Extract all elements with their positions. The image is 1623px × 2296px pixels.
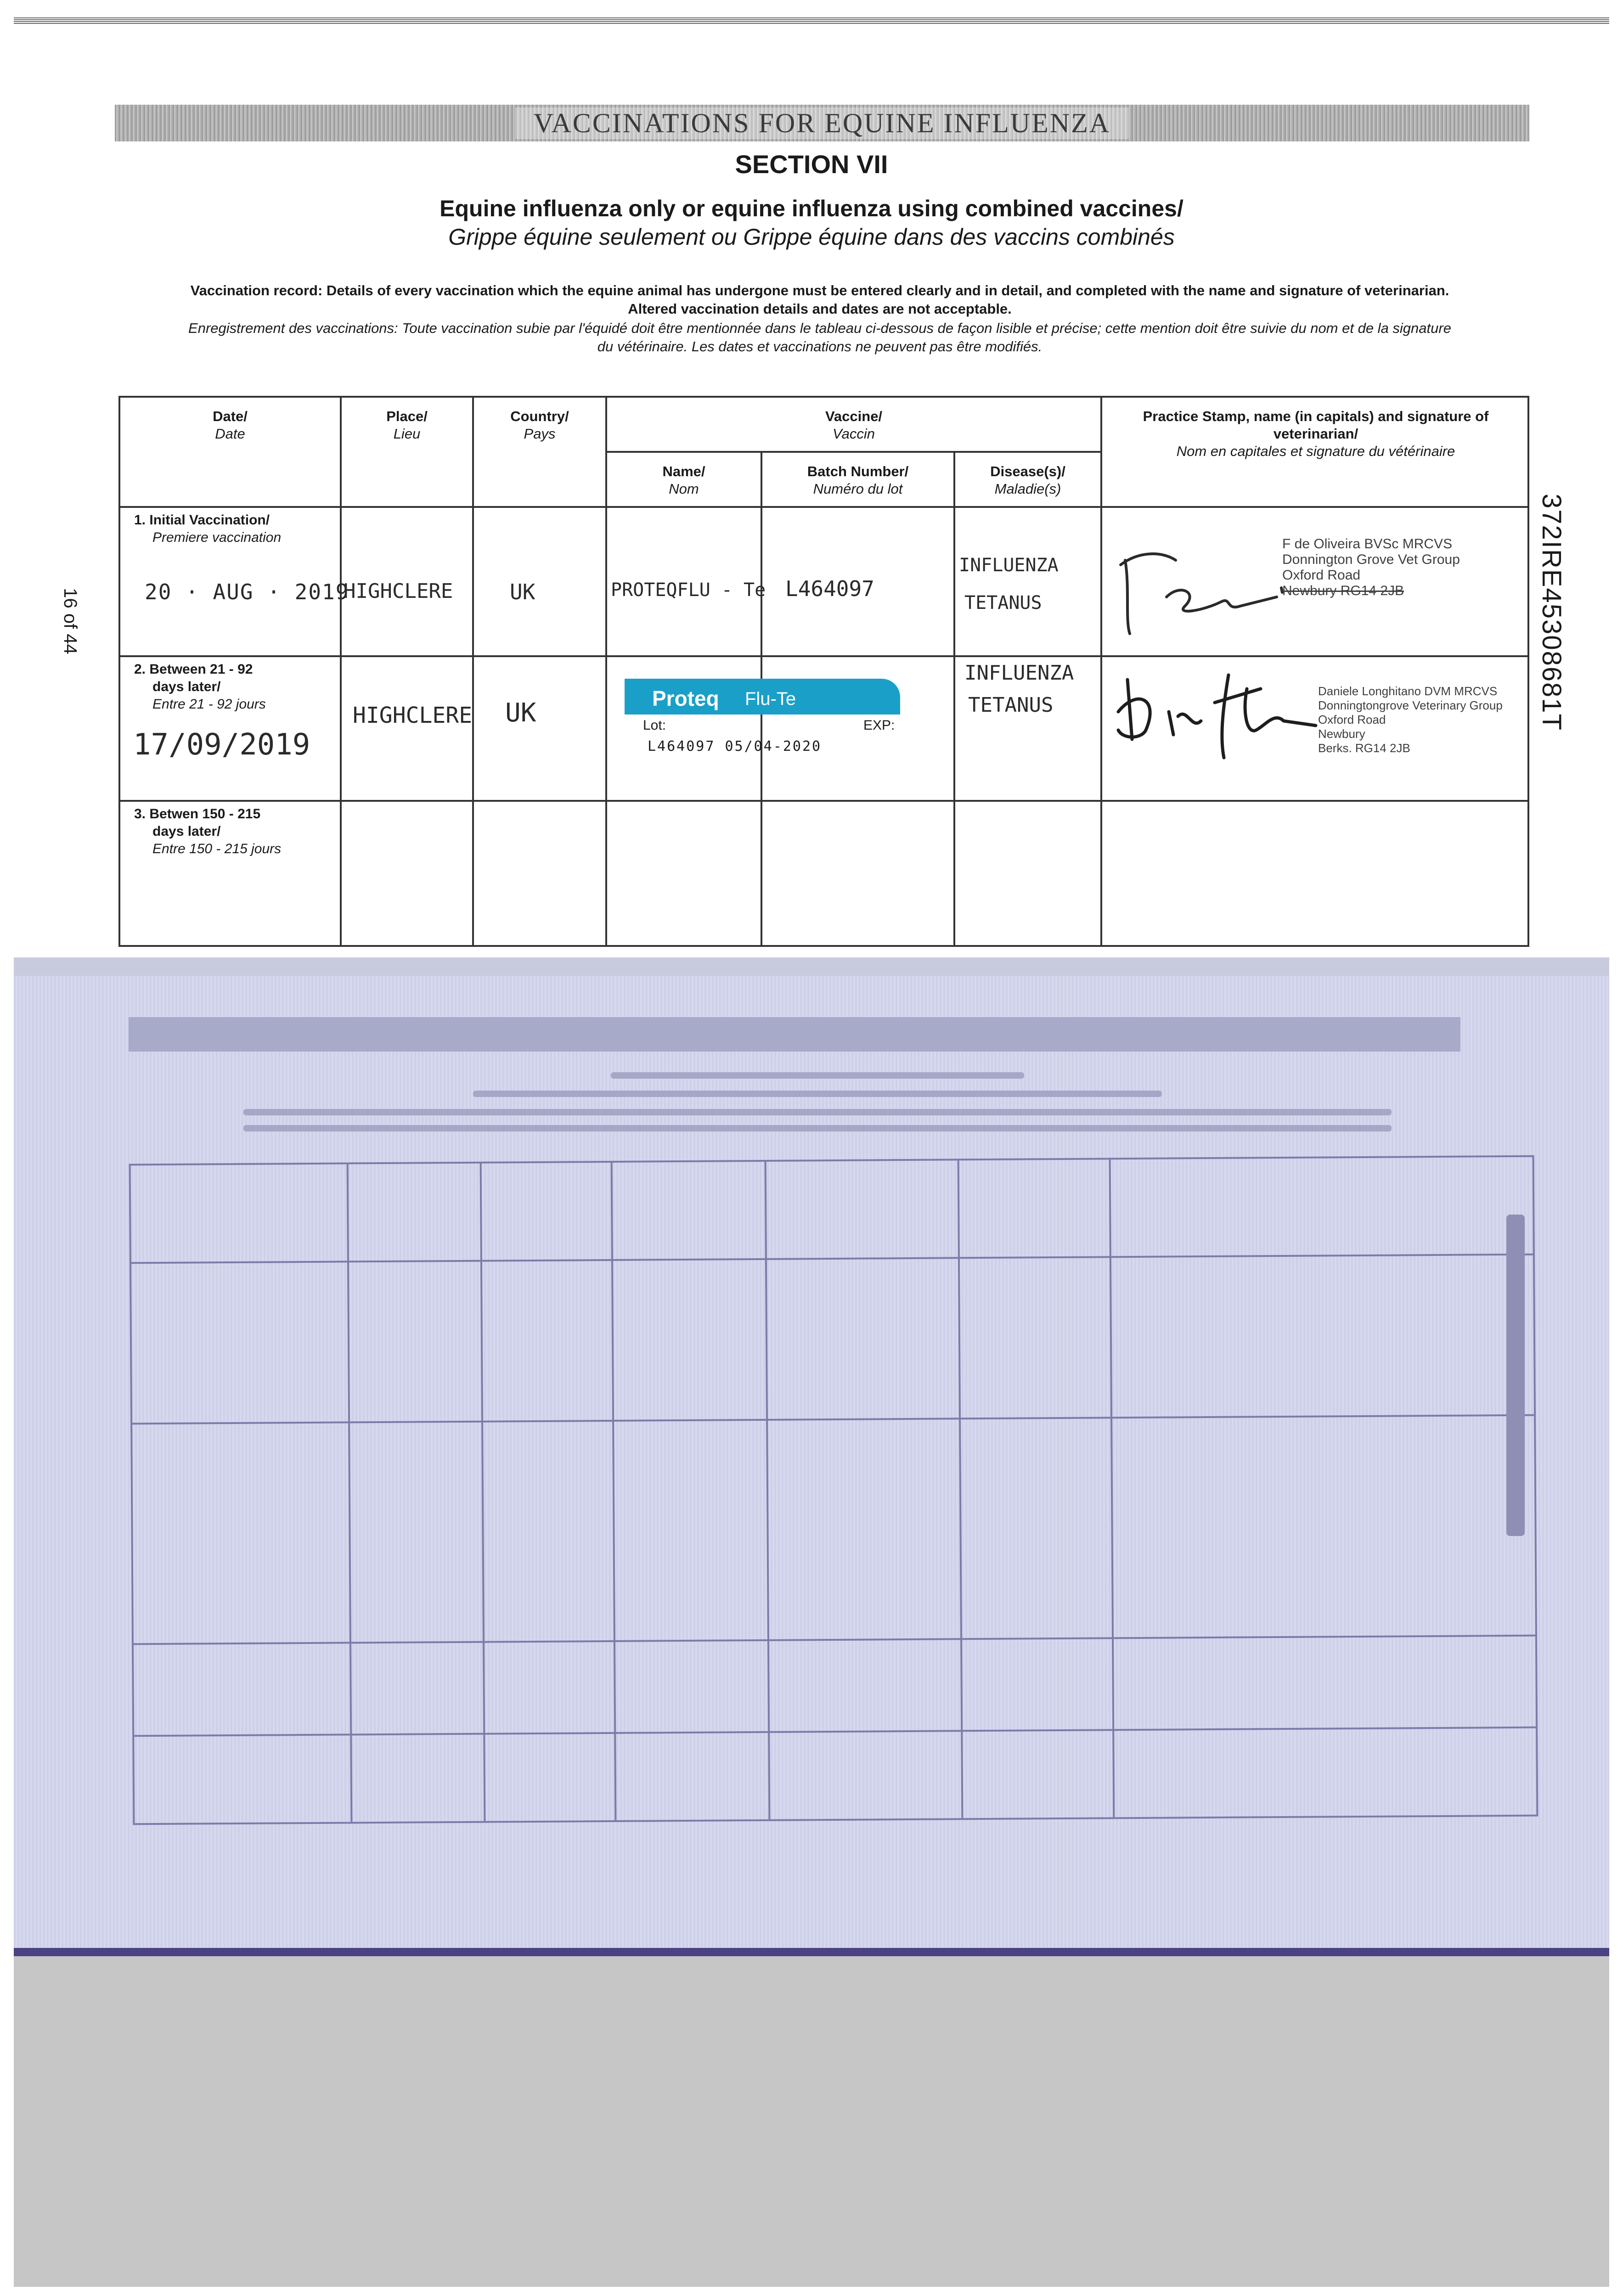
row-3-disease-cell — [955, 802, 1102, 945]
record-fr-line-2: du vétérinaire. Les dates et vaccinations ne peuvent pas être modifiés. — [597, 338, 1043, 355]
lower-col-line — [347, 1164, 353, 1822]
row-2-stamp-line-5: Berks. RG14 2JB — [1318, 741, 1410, 755]
row-1-vet-signature — [1111, 533, 1304, 643]
lower-passport-number-blur — [1497, 1215, 1534, 1536]
header-stamp-en-2: veterinarian/ — [1273, 426, 1358, 442]
record-en-line-2: Altered vaccination details and dates are not acceptable. — [628, 301, 1012, 317]
scanner-background — [14, 1956, 1609, 2287]
lower-number-blur — [1506, 1215, 1525, 1536]
row-2-label: 2. Between 21 - 92 — [134, 662, 253, 677]
vaccine-lot-exp-values: L464097 05/04-2020 — [648, 738, 822, 754]
row-2-disease-2-handwritten: TETANUS — [968, 693, 1054, 717]
row-1-disease-1-handwritten: INFLUENZA — [959, 555, 1059, 576]
lower-row-line — [132, 1414, 1534, 1425]
vaccine-lot-label: Lot: — [643, 718, 666, 733]
page-number: 16 of 44 — [60, 588, 80, 654]
header-place-fr: Lieu — [393, 426, 421, 442]
header-date-en: Date/ — [213, 408, 248, 424]
row-1-country-cell — [474, 508, 607, 657]
header-place — [342, 398, 474, 508]
record-instructions-french — [106, 319, 1534, 356]
row-3-label-fr: Entre 150 - 215 jours — [152, 841, 282, 856]
lower-text-blur — [611, 1072, 1024, 1079]
header-name-fr: Nom — [669, 481, 699, 497]
row-1-disease-2-handwritten: TETANUS — [964, 592, 1042, 613]
lower-row-line — [134, 1727, 1536, 1737]
row-2-country-cell — [474, 657, 607, 802]
row-1-stamp-line-4: Newbury RG14 2JB — [1282, 583, 1404, 598]
lower-col-line — [480, 1164, 486, 1821]
header-date-fr: Date — [215, 426, 245, 442]
record-instructions-english — [106, 281, 1534, 318]
header-vaccine-fr: Vaccin — [833, 426, 875, 442]
row-2-place-cell — [342, 657, 474, 802]
header-batch-en: Batch Number/ — [807, 463, 909, 479]
header-place-en: Place/ — [386, 408, 428, 424]
lower-text-blur — [243, 1109, 1392, 1115]
row-3-batch-cell — [762, 802, 955, 945]
row-2-label-fr: Entre 21 - 92 jours — [152, 697, 266, 712]
lower-row-line — [131, 1254, 1533, 1264]
header-stamp-en-1: Practice Stamp, name (in capitals) and signature of — [1143, 408, 1489, 424]
row-1-batch-handwritten: L464097 — [785, 576, 874, 601]
lower-page-banner-blur — [129, 1017, 1460, 1052]
header-country-en: Country/ — [510, 408, 569, 424]
lower-page-table — [129, 1155, 1538, 1825]
row-3-date-cell — [120, 802, 342, 945]
row-1-date-handwritten: 20 · AUG · 2019 — [145, 580, 349, 604]
lower-text-blur — [473, 1091, 1162, 1097]
row-1-stamp-line-2: Donnington Grove Vet Group — [1282, 552, 1460, 567]
row-2-disease-1-handwritten: INFLUENZA — [964, 661, 1074, 685]
vaccine-exp-label: EXP: — [863, 718, 895, 733]
section-title: SECTION VII — [735, 150, 888, 179]
row-3-label: 3. Betwen 150 - 215 — [134, 806, 261, 822]
header-practice-stamp — [1102, 398, 1529, 508]
record-fr-line-1: Enregistrement des vaccinations: Toute vaccination subie par l'équidé doit être mentionnée dans le tableau ci-dessous de façon lisible et précise; cette mention doit être suivie du nom et de la signature — [188, 320, 1451, 336]
header-vaccine — [607, 398, 1102, 453]
header-country — [474, 398, 607, 508]
vaccine-brand: Proteq — [652, 687, 719, 710]
row-3-vaccine-cell — [607, 802, 762, 945]
lower-row-line — [134, 1635, 1535, 1645]
header-country-fr: Pays — [524, 426, 556, 442]
heading-french: Grippe équine seulement ou Grippe équine dans des vaccins combinés — [448, 224, 1175, 250]
record-en-line-1: Vaccination record: Details of every vaccination which the equine animal has undergone must be entered clearly and in detail, and completed with the name and signature of veterinarian. — [190, 282, 1449, 298]
vaccine-sticker — [625, 679, 900, 761]
lower-col-line — [1109, 1159, 1115, 1817]
row-2-stamp-line-1: Daniele Longhitano DVM MRCVS — [1318, 684, 1498, 698]
row-1-vaccine-handwritten: PROTEQFLU - Te — [611, 580, 766, 601]
next-page-blurred — [14, 957, 1609, 1956]
vaccine-product: Flu-Te — [745, 689, 796, 709]
row-1-label-fr: Premiere vaccination — [152, 530, 282, 545]
lower-page-top-strip — [14, 957, 1609, 976]
lower-text-blur — [243, 1125, 1392, 1131]
row-1-stamp-line-3: Oxford Road — [1282, 568, 1361, 583]
row-2-vet-signature — [1109, 661, 1325, 767]
row-3-label-2: days later/ — [152, 824, 221, 839]
header-batch-number — [762, 453, 955, 508]
header-stamp-fr: Nom en capitales et signature du vétérinaire — [1176, 443, 1455, 459]
lower-col-line — [765, 1162, 771, 1819]
header-diseases — [955, 453, 1102, 508]
row-1-label: 1. Initial Vaccination/ — [134, 512, 270, 528]
row-1-stamp-line-1: F de Oliveira BVSc MRCVS — [1282, 536, 1453, 551]
passport-number: 372IRE45308681T — [1536, 494, 1567, 731]
row-3-country-cell — [474, 802, 607, 945]
row-1-disease-cell — [955, 508, 1102, 657]
heading-english: Equine influenza only or equine influenza using combined vaccines/ — [440, 196, 1183, 221]
row-2-date-handwritten: 17/09/2019 — [133, 728, 310, 762]
row-2-practice-stamp — [1318, 684, 1503, 755]
row-2-place-handwritten: HIGHCLERE — [353, 703, 473, 728]
row-2-country-handwritten: UK — [505, 698, 536, 728]
row-3-stamp-cell — [1102, 802, 1529, 945]
row-1-country-handwritten: UK — [510, 580, 535, 604]
row-1-practice-stamp — [1282, 536, 1460, 599]
row-2-stamp-line-3: Oxford Road — [1318, 713, 1386, 726]
passport-page-16 — [0, 0, 1623, 964]
row-2-stamp-line-4: Newbury — [1318, 727, 1365, 741]
row-1-place-handwritten: HIGHCLERE — [344, 580, 453, 603]
row-2-stamp-line-2: Donningtongrove Veterinary Group — [1318, 698, 1503, 712]
row-3-place-cell — [342, 802, 474, 945]
header-vaccine-name — [607, 453, 762, 508]
header-disease-en: Disease(s)/ — [990, 463, 1065, 479]
header-disease-fr: Maladie(s) — [994, 481, 1061, 497]
header-batch-fr: Numéro du lot — [813, 481, 903, 497]
lower-col-line — [611, 1163, 617, 1820]
header-vaccine-en: Vaccine/ — [825, 408, 883, 424]
banner-title: VACCINATIONS FOR EQUINE INFLUENZA — [515, 107, 1129, 139]
header-date — [120, 398, 342, 508]
section-banner — [115, 105, 1529, 141]
header-name-en: Name/ — [662, 463, 705, 479]
row-2-label-2: days later/ — [152, 679, 221, 694]
lower-col-line — [958, 1160, 964, 1818]
